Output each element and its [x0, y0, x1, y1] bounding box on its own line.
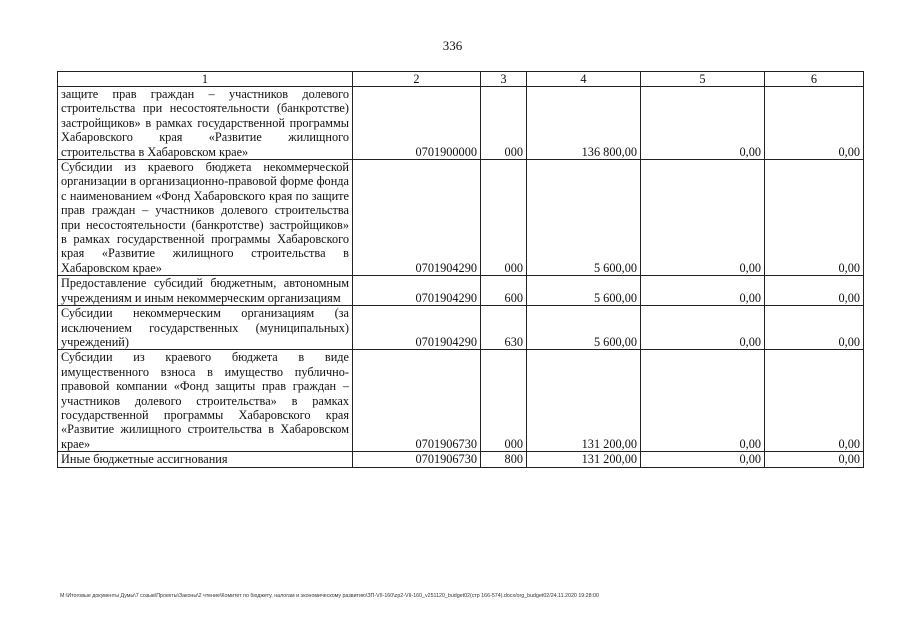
column-header: 5: [641, 72, 765, 87]
row-type: 800: [481, 452, 527, 467]
row-code: 0701906730: [353, 452, 481, 467]
row-code: 0701904290: [353, 160, 481, 276]
row-code: 0701900000: [353, 87, 481, 160]
row-col5: 0,00: [641, 87, 765, 160]
table-row: [58, 160, 864, 276]
row-amount: 5 600,00: [527, 276, 641, 306]
row-col5: 0,00: [641, 160, 765, 276]
row-amount: 5 600,00: [527, 160, 641, 276]
row-description: Субсидии некоммерческим организациям (за исключением государственных (муниципальных) учреждений): [58, 306, 353, 350]
column-header: 4: [527, 72, 641, 87]
row-description: Иные бюджетные ассигнования: [58, 452, 353, 467]
table-row: [58, 306, 864, 350]
row-description: Предоставление субсидий бюджетным, автономным учреждениям и иным некоммерческим организациям: [58, 276, 353, 306]
row-type: 630: [481, 306, 527, 350]
row-type: 600: [481, 276, 527, 306]
footer-file-path: M:\Итоговые документы Думы\7 созыв\Проекты\Законы\2 чтение\Комитет по бюджету, налогам и экономическому развитию\ЗП-VII-160\zp2-VII-160_v251120_budget02(стр 166-574).docx/org_budget02/24.11.2020 19:28:00: [60, 593, 599, 599]
row-code: 0701906730: [353, 350, 481, 452]
page-number: 336: [442, 38, 463, 53]
row-amount: 131 200,00: [527, 350, 641, 452]
row-description: Субсидии из краевого бюджета в виде имущественного взноса в имущество публично-правовой компании «Фонд защиты прав граждан – участников долевого строительства» в рамках государственной программы Хабаровского края «Развитие жилищного строительства в Хабаровском крае»: [58, 350, 353, 452]
table-row: [58, 452, 864, 467]
row-description: Субсидии из краевого бюджета некоммерческой организации в организационно-правовой форме фонда с наименованием «Фонд Хабаровского края по защите прав граждан – участников долевого строительства при несостоятельности (банкротстве) застройщиков» в рамках государственной программы Хабаровского края «Развитие жилищного строительства в Хабаровском крае»: [58, 160, 353, 276]
column-header: 2: [353, 72, 481, 87]
row-amount: 5 600,00: [527, 306, 641, 350]
row-col6: 0,00: [765, 276, 864, 306]
column-header: 6: [765, 72, 864, 87]
row-col5: 0,00: [641, 306, 765, 350]
row-col6: 0,00: [765, 160, 864, 276]
row-code: 0701904290: [353, 276, 481, 306]
table-row: [58, 87, 864, 160]
budget-table: [57, 71, 864, 468]
row-type: 000: [481, 87, 527, 160]
row-col5: 0,00: [641, 350, 765, 452]
row-description: защите прав граждан – участников долевого строительства при несостоятельности (банкротстве) застройщиков» в рамках государственной программы Хабаровского края «Развитие жилищного строительства в Хабаровском крае»: [58, 87, 353, 160]
row-col6: 0,00: [765, 452, 864, 467]
table-row: [58, 350, 864, 452]
row-type: 000: [481, 350, 527, 452]
row-code: 0701904290: [353, 306, 481, 350]
table-row: [58, 276, 864, 306]
row-col6: 0,00: [765, 350, 864, 452]
row-amount: 131 200,00: [527, 452, 641, 467]
row-col6: 0,00: [765, 87, 864, 160]
row-col6: 0,00: [765, 306, 864, 350]
row-col5: 0,00: [641, 452, 765, 467]
column-header: 1: [58, 72, 353, 87]
column-header: 3: [481, 72, 527, 87]
row-amount: 136 800,00: [527, 87, 641, 160]
row-col5: 0,00: [641, 276, 765, 306]
table-header-row: [58, 72, 864, 87]
row-type: 000: [481, 160, 527, 276]
